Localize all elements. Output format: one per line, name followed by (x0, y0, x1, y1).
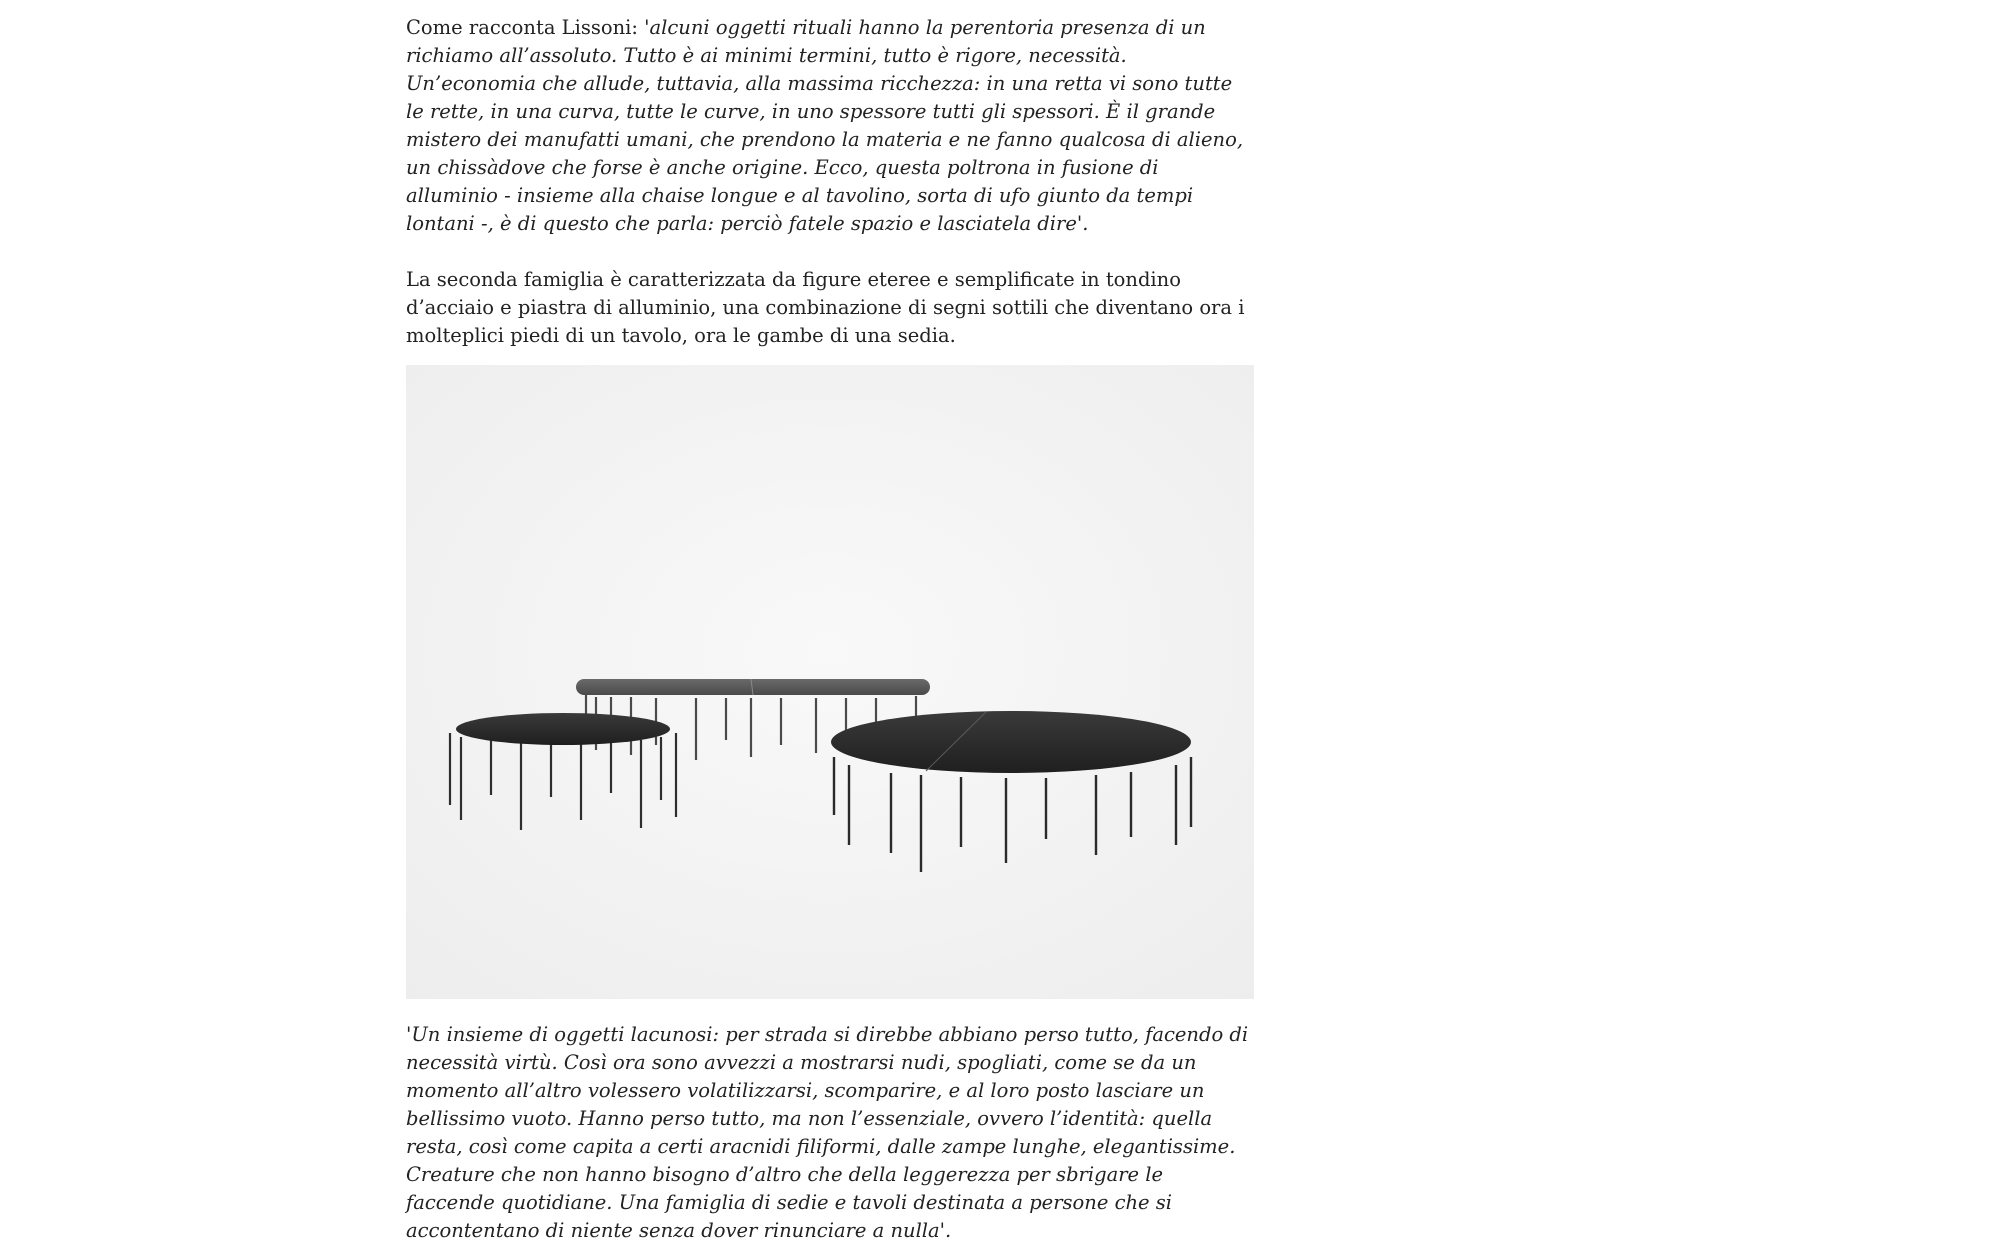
paragraph-second-family: La seconda famiglia è caratterizzata da figure eteree e semplificate in tondino d’acciaio e piastra di alluminio, una combinazione di segni sottili che diventano ora i molteplici piedi di un tavolo, ora le gambe di una sedia. (406, 268, 1245, 347)
tables-photo (406, 365, 1254, 999)
paragraph-lissoni-quote (406, 14, 1254, 238)
quote-intro: Come racconta Lissoni: ' (406, 16, 650, 39)
paragraph-lacunose-quote (406, 1021, 1254, 1245)
article-body (406, 14, 1254, 1245)
quote-open-mark: ' (406, 1023, 412, 1046)
quote-text: alcuni oggetti rituali hanno la perentoria presenza di un richiamo all’assoluto. Tutto è ai minimi termini, tutto è rigore, necessità. Un’economia che allude, tuttavia, alla massima ricchezza: in una retta vi sono tutte le rette, in una curva, tutte le curve, in uno spessore tutti gli spessori. È il grande mistero dei manufatti umani, che prendono la materia e ne fanno qualcosa di alieno, un chissàdove che forse è anche origine. Ecco, questa poltrona in fusione di alluminio - insieme alla chaise longue e al tavolino, sorta di ufo giunto da tempi lontani -, è di questo che parla: perciò fatele spazio e lasciatela dire'. (406, 16, 1244, 235)
quote-text-lacunose: Un insieme di oggetti lacunosi: per strada si direbbe abbiano perso tutto, facendo di necessità virtù. Così ora sono avvezzi a mostrarsi nudi, spogliati, come se da un momento all’altro volessero volatilizzarsi, scomparire, e al loro posto lasciare un bellissimo vuoto. Hanno perso tutto, ma non l’essenziale, ovvero l’identità: quella resta, così come capita a certi aracnidi filiformi, dalle zampe lunghe, elegantissime. Creature che non hanno bisogno d’altro che della leggerezza per sbrigare le faccende quotidiane. Una famiglia di sedie e tavoli destinata a persone che si accontentano di niente senza dover rinunciare a nulla'. (406, 1023, 1249, 1242)
